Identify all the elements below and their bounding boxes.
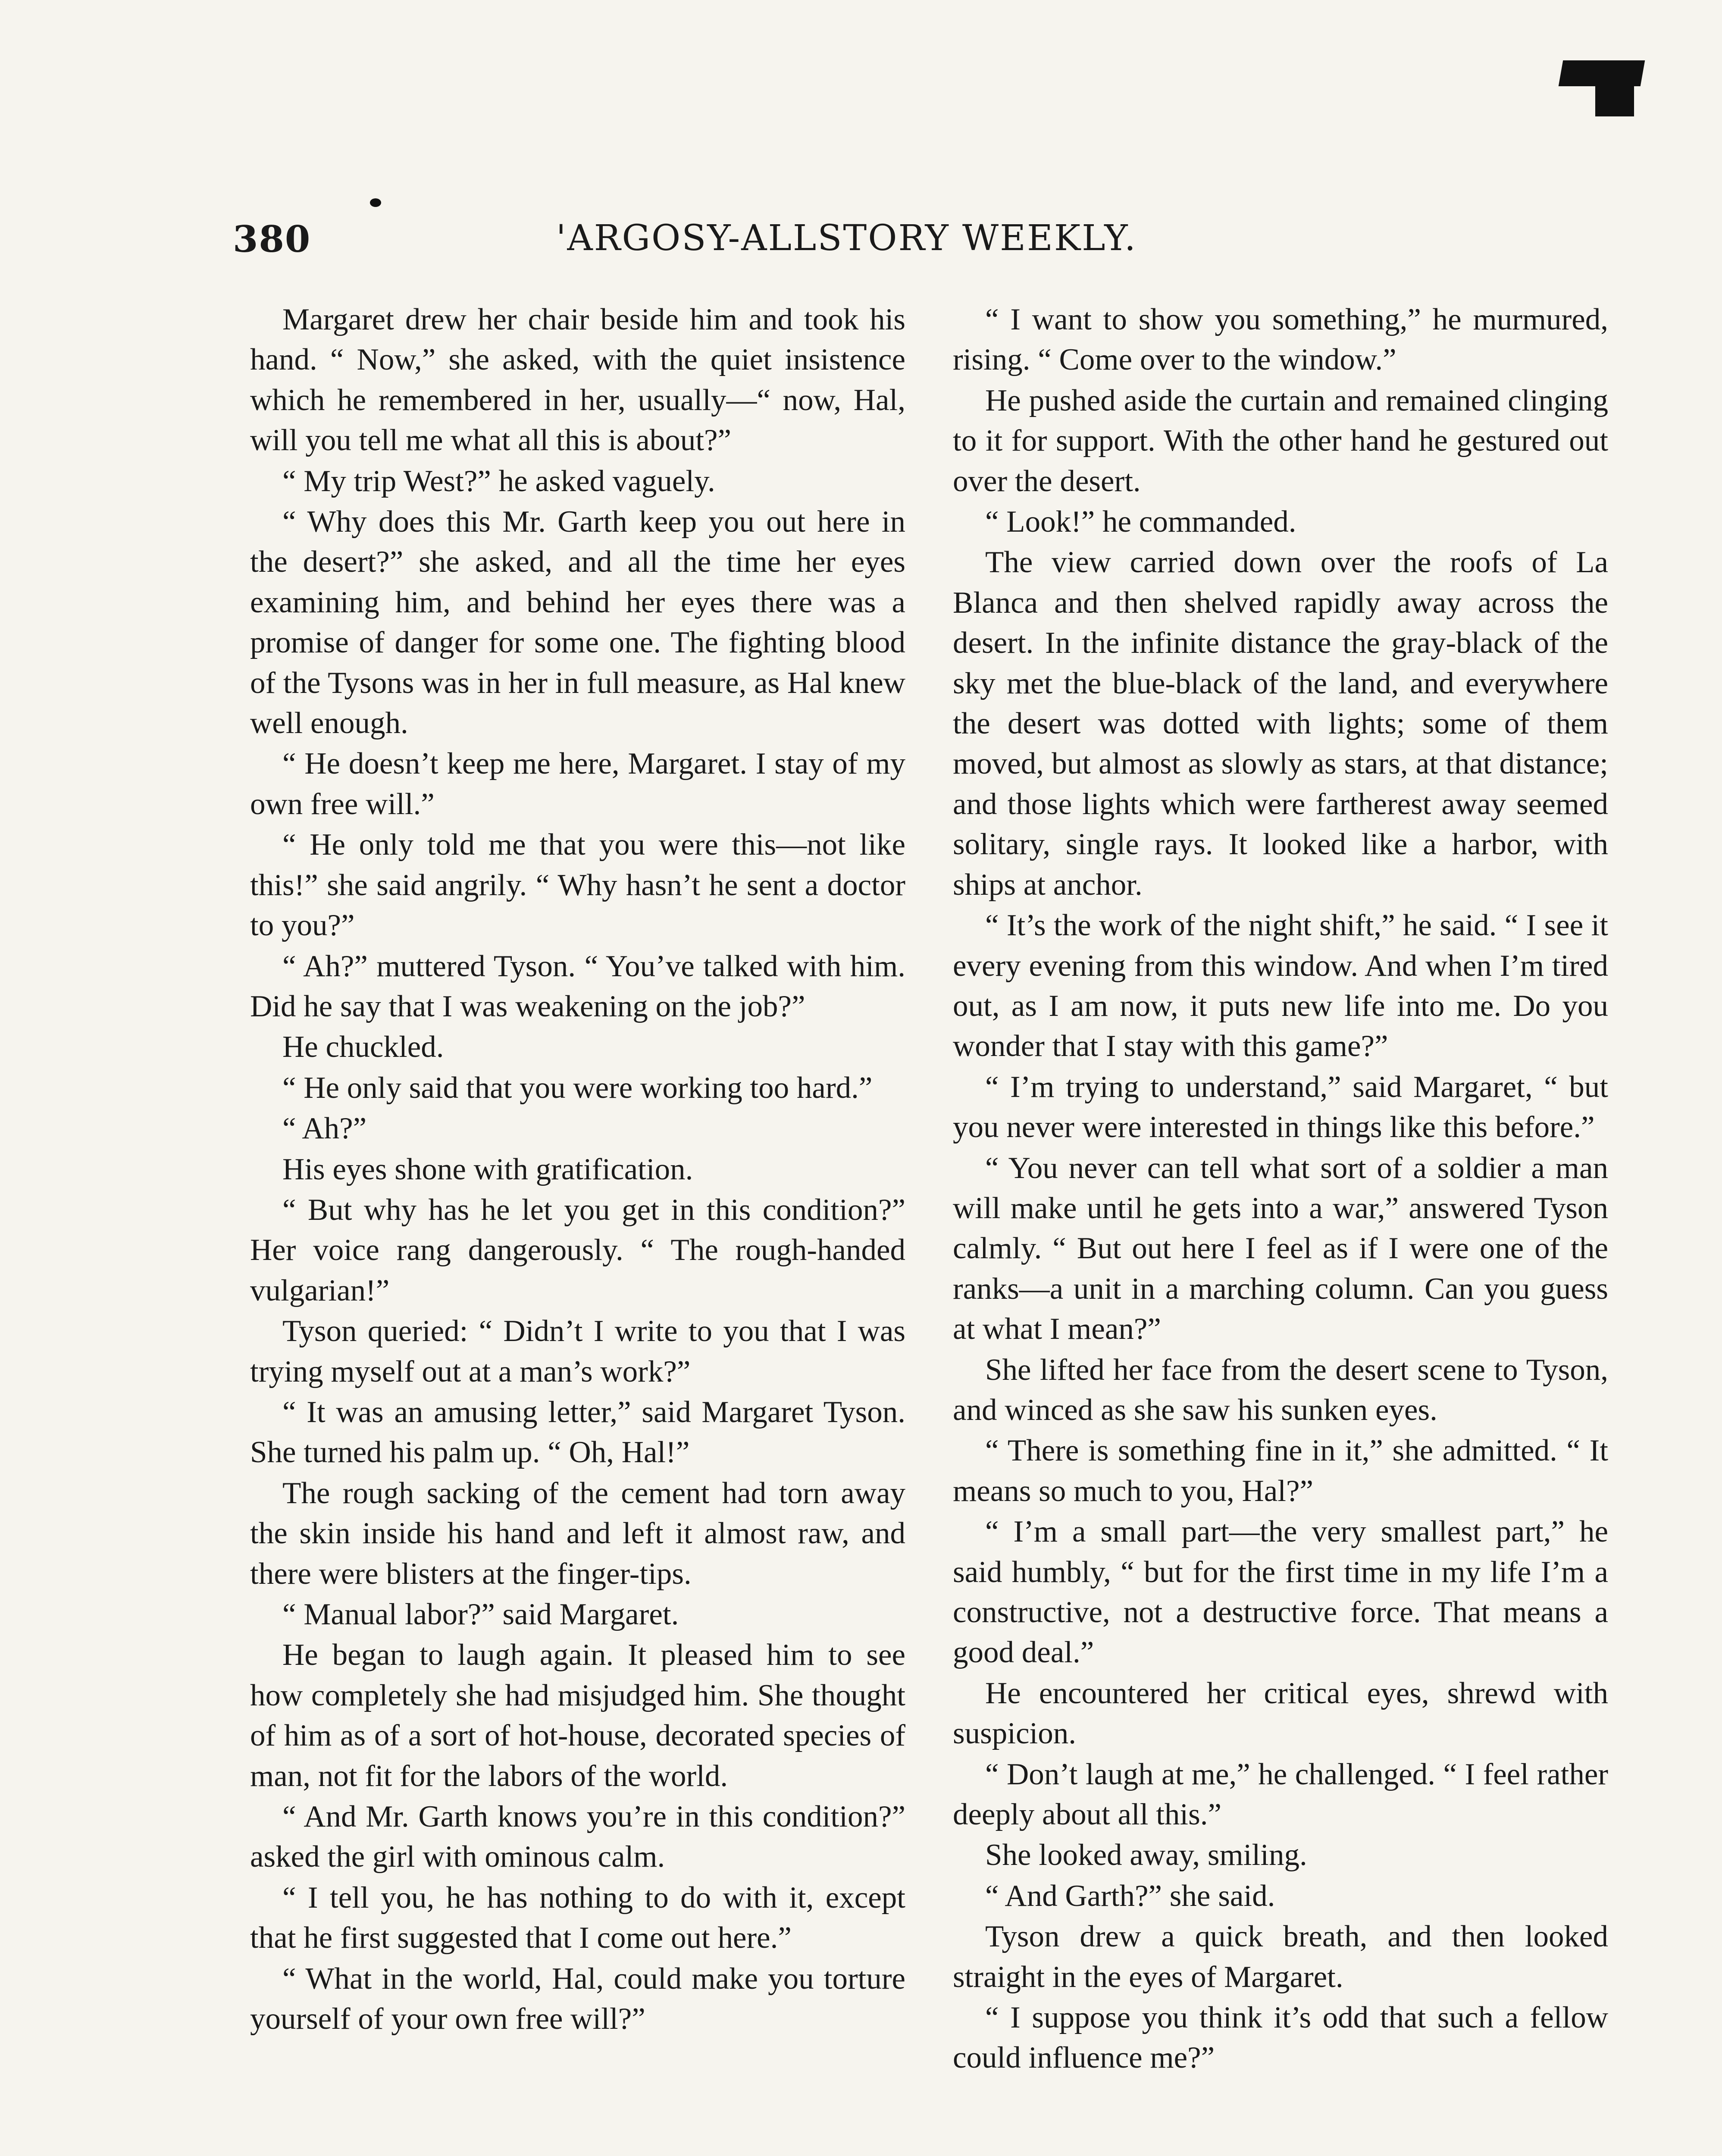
- paragraph: “ What in the world, Hal, could make you torture yourself of your own free will?”: [250, 1962, 905, 2036]
- page-number: 380: [233, 218, 311, 260]
- paragraph: “ Manual labor?” said Margaret.: [282, 1598, 679, 1631]
- paragraph: She looked away, smiling.: [985, 1838, 1307, 1872]
- paragraph: “ But why has he let you get in this condition?” Her voice rang dangerously. “ The rough-handed vulgarian!”: [250, 1193, 905, 1307]
- paragraph: “ Look!” he commanded.: [985, 505, 1296, 539]
- paragraph: “ I tell you, he has nothing to do with it, except that he first suggested that I come out here.”: [250, 1880, 905, 1955]
- paragraph: His eyes shone with gratification.: [282, 1152, 693, 1186]
- paragraph: Tyson drew a quick breath, and then looked straight in the eyes of Margaret.: [953, 1920, 1608, 1994]
- ink-mark-top-left: [370, 198, 381, 207]
- paragraph: “ Why does this Mr. Garth keep you out here in the desert?” she asked, and all the time her eyes examining him, and behind her eyes there was a promise of danger for some one. The fighting blood of the Tysons was in her in full measure, as Hal knew well enough.: [250, 505, 905, 740]
- paragraph: He chuckled.: [282, 1030, 444, 1064]
- paragraph: “ He only said that you were working too hard.”: [282, 1071, 873, 1105]
- paragraph: “ There is something fine in it,” she admitted. “ It means so much to you, Hal?”: [953, 1434, 1608, 1508]
- paragraph: “ Don’t laugh at me,” he challenged. “ I feel rather deeply about all this.”: [953, 1757, 1608, 1832]
- text-column-right: [953, 300, 1608, 2078]
- paragraph: “ It was an amusing letter,” said Margaret Tyson. She turned his palm up. “ Oh, Hal!”: [250, 1395, 905, 1470]
- paragraph: “ You never can tell what sort of a soldier a man will make until he gets into a war,” answered Tyson calmly. “ But out here I feel as if I were one of the ranks—a unit in a marching column. Can you guess at what I mean?”: [953, 1151, 1608, 1346]
- paragraph: The view carried down over the roofs of La Blanca and then shelved rapidly away across the desert. In the infinite distance the gray-black of the sky met the blue-black of the land, and everywhere the desert was dotted with lights; some of them moved, but almost as slowly as stars, at that distance; and those lights which were fartherest away seemed solitary, single rays. It looked like a harbor, with ships at anchor.: [953, 545, 1608, 902]
- paragraph: “ He only told me that you were this—not like this!” she said angrily. “ Why hasn’t he sent a doctor to you?”: [250, 828, 905, 943]
- paragraph: “ Ah?”: [282, 1112, 367, 1146]
- paragraph: “ Ah?” muttered Tyson. “ You’ve talked with him. Did he say that I was weakening on the job?”: [250, 949, 905, 1023]
- ink-smudge-top-right-drip: [1595, 82, 1634, 116]
- paragraph: Tyson queried: “ Didn’t I write to you that I was trying myself out at a man’s work?”: [250, 1314, 905, 1388]
- paragraph: “ He doesn’t keep me here, Margaret. I stay of my own free will.”: [250, 747, 905, 821]
- paragraph: Margaret drew her chair beside him and took his hand. “ Now,” she asked, with the quiet insistence which he remembered in her, usually—“ now, Hal, will you tell me what all this is about?”: [250, 303, 905, 458]
- paragraph: The rough sacking of the cement had torn away the skin inside his hand and left it almost raw, and there were blisters at the finger-tips.: [250, 1476, 905, 1591]
- paragraph: She lifted her face from the desert scene to Tyson, and winced as she saw his sunken eyes.: [953, 1353, 1608, 1427]
- paragraph: “ I suppose you think it’s odd that such a fellow could influence me?”: [953, 2001, 1608, 2075]
- paragraph: He encountered her critical eyes, shrewd with suspicion.: [953, 1676, 1608, 1751]
- paragraph: “ I’m trying to understand,” said Margaret, “ but you never were interested in things like this before.”: [953, 1070, 1608, 1144]
- text-column-left: [250, 300, 905, 2039]
- paragraph: “ I’m a small part—the very smallest part,” he said humbly, “ but for the first time in my life I’m a constructive, not a destructive force. That means a good deal.”: [953, 1515, 1608, 1670]
- paragraph: “ It’s the work of the night shift,” he said. “ I see it every evening from this window. And when I’m tired out, as I am now, it puts new life into me. Do you wonder that I stay with this game?”: [953, 909, 1608, 1063]
- paragraph: He began to laugh again. It pleased him to see how completely she had misjudged him. She thought of him as of a sort of hot-house, decorated species of man, not fit for the labors of the world.: [250, 1638, 905, 1793]
- paragraph: “ And Mr. Garth knows you’re in this condition?” asked the girl with ominous calm.: [250, 1800, 905, 1874]
- paragraph: He pushed aside the curtain and remained clinging to it for support. With the other hand he gestured out over the desert.: [953, 383, 1608, 498]
- paragraph: “ And Garth?” she said.: [985, 1879, 1275, 1913]
- paragraph: “ My trip West?” he asked vaguely.: [282, 464, 715, 498]
- paragraph: “ I want to show you something,” he murmured, rising. “ Come over to the window.”: [953, 303, 1608, 377]
- running-head: 'ARGOSY-ALLSTORY WEEKLY.: [556, 218, 1137, 259]
